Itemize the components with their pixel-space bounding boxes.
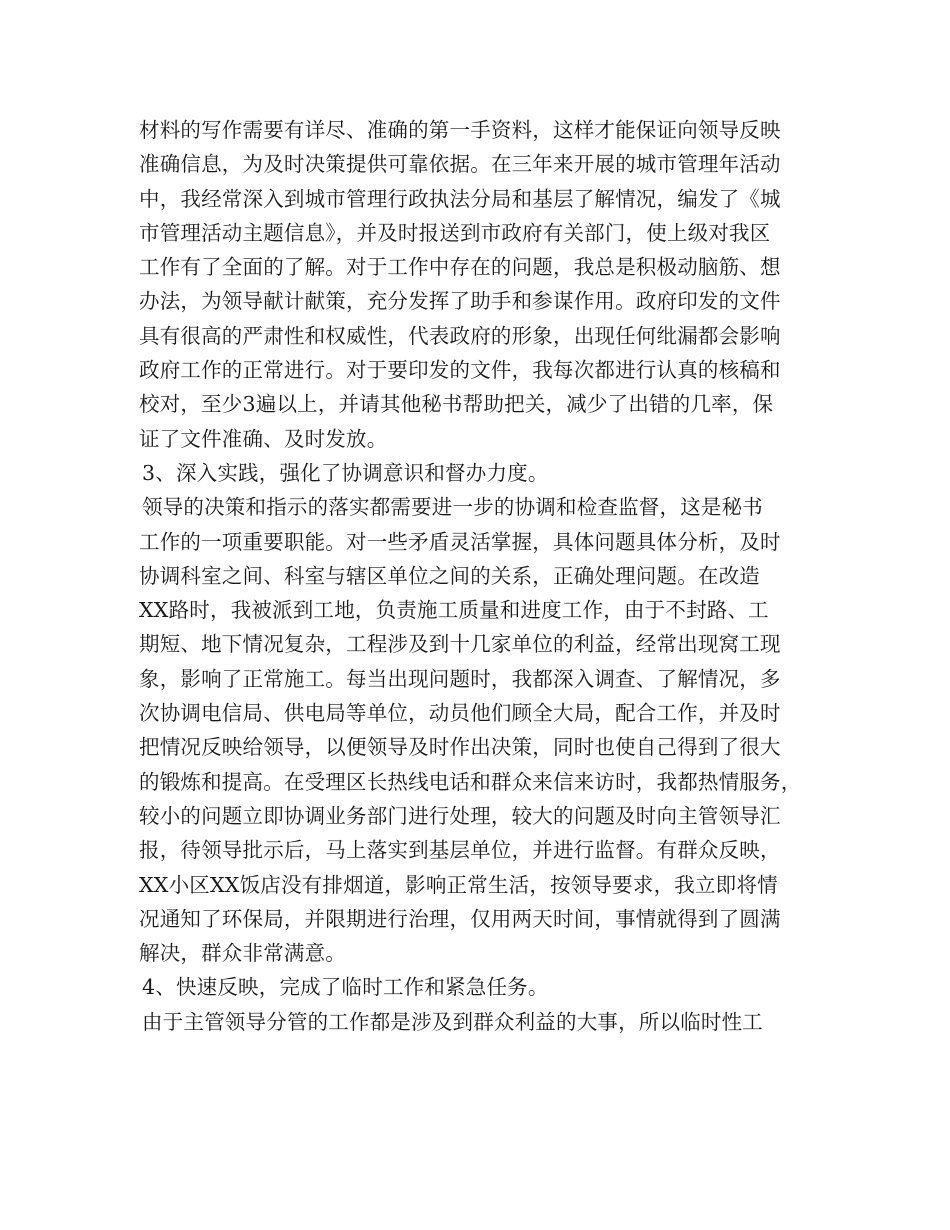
text-line: 中，我经常深入到城市管理行政执法分局和基层了解情况，编发了《城 <box>139 186 781 211</box>
text-line: 象，影响了正常施工。每当出现问题时，我都深入调查、了解情况，多 <box>139 666 781 691</box>
text-line: 况通知了环保局，并限期进行治理，仅用两天时间，事情就得到了圆满 <box>139 906 781 931</box>
text-line: 政府工作的正常进行。对于要印发的文件，我每次都进行认真的核稿和 <box>139 358 781 383</box>
text-line: 期短、地下情况复杂，工程涉及到十几家单位的利益，经常出现窝工现 <box>139 632 781 657</box>
section-heading: 3、深入实践，强化了协调意识和督办力度。 <box>142 460 549 485</box>
body-text <box>139 113 829 1039</box>
text-line: 解决，群众非常满意。 <box>139 941 346 966</box>
text-line: 准确信息，为及时决策提供可靠依据。在三年来开展的城市管理年活动 <box>139 152 781 177</box>
text-line: 较小的问题立即协调业务部门进行处理，较大的问题及时向主管领导汇 <box>139 803 781 828</box>
section-heading: 4、快速反映，完成了临时工作和紧急任务。 <box>142 975 549 1000</box>
text-line: 办法，为领导献计献策，充分发挥了助手和参谋作用。政府印发的文件 <box>139 289 781 314</box>
text-line: 材料的写作需要有详尽、准确的第一手资料，这样才能保证向领导反映 <box>139 118 781 142</box>
text-line: XX小区XX饭店没有排烟道，影响正常生活，按领导要求，我立即将情 <box>139 872 778 897</box>
text-line: 工作的一项重要职能。对一些矛盾灵活掌握，具体问题具体分析，及时 <box>139 529 781 554</box>
text-line: 的锻炼和提高。在受理区长热线电话和群众来信来访时，我都热情服务， <box>139 769 802 794</box>
text-line: 证了文件准确、及时发放。 <box>139 426 388 451</box>
text-line: 报，待领导批示后，马上落实到基层单位，并进行监督。有群众反映， <box>139 838 781 863</box>
text-line: 市管理活动主题信息》，并及时报送到市政府有关部门，使上级对我区 <box>139 220 771 245</box>
text-line: 把情况反映给领导，以便领导及时作出决策，同时也使自己得到了很大 <box>139 735 781 760</box>
text-line: XX路时，我被派到工地，负责施工质量和进度工作，由于不封路、工 <box>139 598 769 623</box>
text-line: 协调科室之间、科室与辖区单位之间的关系，正确处理问题。在改造 <box>139 563 760 588</box>
text-line: 校对，至少3遍以上，并请其他秘书帮助把关，减少了出错的几率，保 <box>139 392 774 417</box>
text-line: 具有很高的严肃性和权威性，代表政府的形象，出现任何纰漏都会影响 <box>139 323 781 348</box>
text-line: 由于主管领导分管的工作都是涉及到群众利益的大事，所以临时性工 <box>142 1009 763 1034</box>
text-line: 工作有了全面的了解。对于工作中存在的问题，我总是积极动脑筋、想 <box>139 255 781 280</box>
text-line: 领导的决策和指示的落实都需要进一步的协调和检查监督，这是秘书 <box>142 495 763 520</box>
text-line: 次协调电信局、供电局等单位，动员他们顾全大局，配合工作，并及时 <box>139 701 781 726</box>
